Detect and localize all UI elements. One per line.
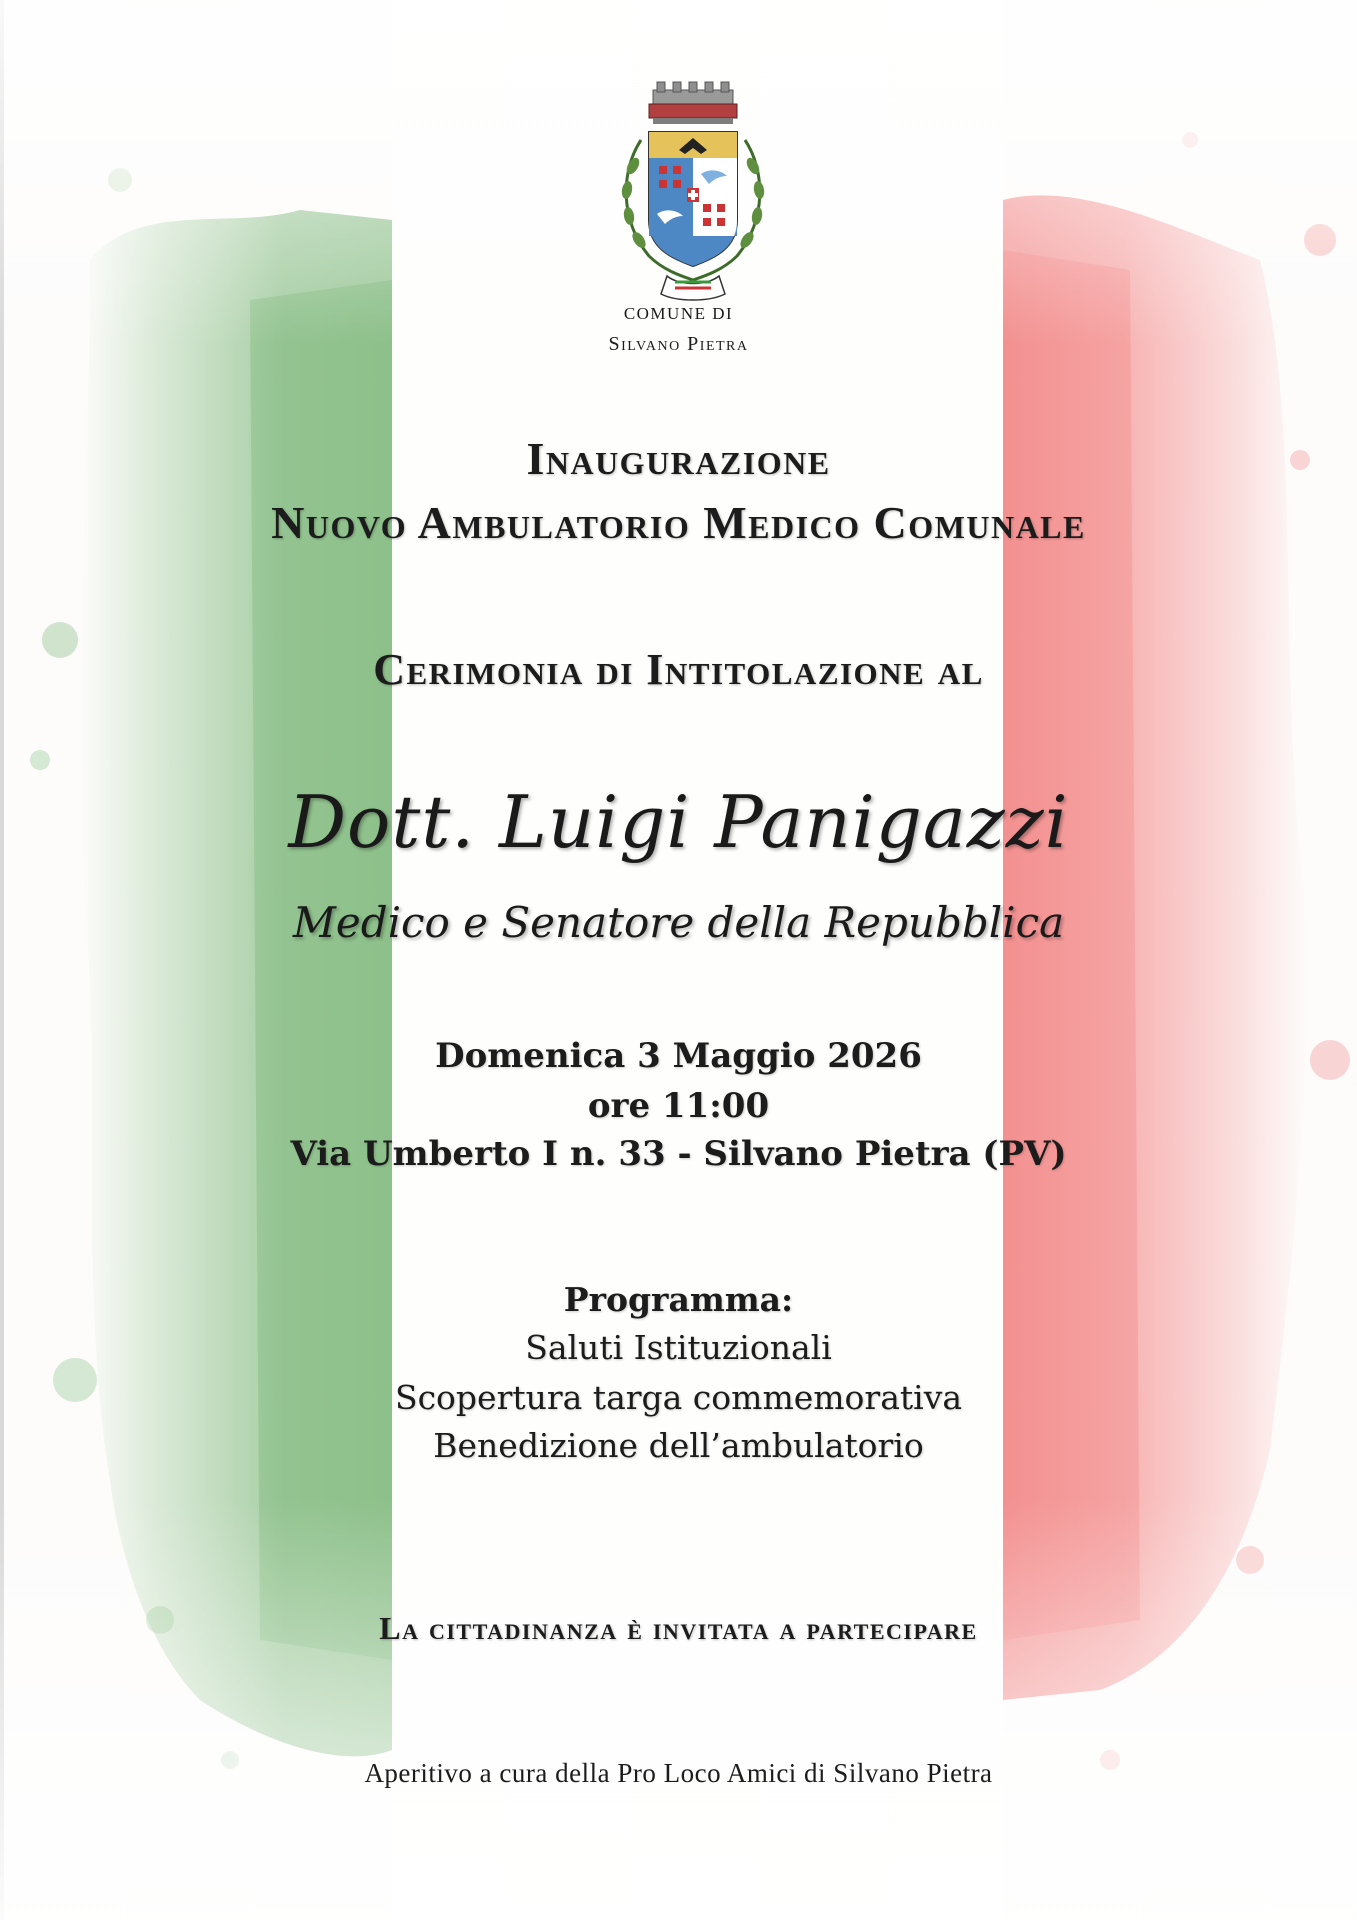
event-address: Via Umberto I n. 33 - Silvano Pietra (PV) — [290, 1134, 1067, 1174]
title-inaugurazione: Inaugurazione — [526, 433, 831, 484]
event-time: ore 11:00 — [587, 1086, 770, 1126]
program-heading: Programma: — [563, 1280, 794, 1319]
event-date: Domenica 3 Maggio 2026 — [435, 1036, 922, 1076]
program-item: Benedizione dell’ambulatorio — [433, 1426, 924, 1465]
honoree-name: Dott. Luigi Panigazzi — [288, 780, 1069, 864]
footer-aperitivo: Aperitivo a cura della Pro Loco Amici di Silvano Pietra — [364, 1758, 993, 1788]
comune-label: COMUNE DI — [623, 304, 734, 323]
program-item: Scopertura targa commemorativa — [394, 1378, 963, 1417]
title-cerimonia: Cerimonia di Intitolazione al — [373, 645, 984, 694]
municipal-coat-of-arms — [597, 80, 789, 304]
honoree-role: Medico e Senatore della Repubblica — [292, 898, 1065, 947]
program-item: Saluti Istituzionali — [525, 1328, 832, 1367]
invitation-text: La cittadinanza è invitata a partecipare — [379, 1610, 978, 1646]
comune-name: Silvano Pietra — [608, 333, 749, 355]
title-ambulatorio: Nuovo Ambulatorio Medico Comunale — [271, 497, 1086, 548]
